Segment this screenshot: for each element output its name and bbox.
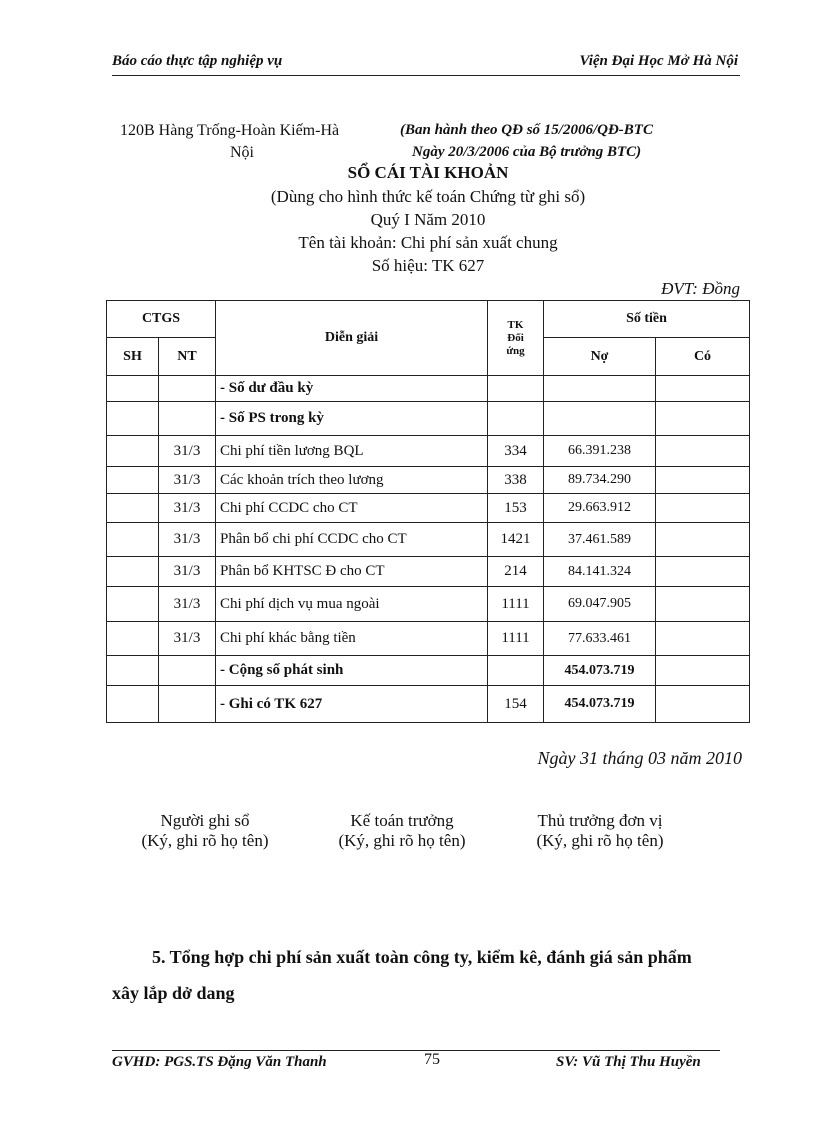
cell-sh [107,686,159,723]
cell-credit [656,402,750,436]
col-header-no: Nợ [544,338,656,376]
cell-debit: 37.461.589 [544,523,656,557]
cell-credit [656,622,750,656]
cell-tk-doi-ung: 334 [488,436,544,467]
cell-sh [107,436,159,467]
cell-description: - Ghi có TK 627 [216,686,488,723]
cell-description: Phân bổ chi phí CCDC cho CT [216,523,488,557]
table-row [107,494,750,523]
cell-credit [656,436,750,467]
cell-sh [107,622,159,656]
cell-debit: 77.633.461 [544,622,656,656]
date-line: Ngày 31 tháng 03 năm 2010 [537,748,742,768]
ledger-period: Quý I Năm 2010 [370,210,486,229]
cell-sh [107,557,159,587]
cell-description: Chi phí CCDC cho CT [216,494,488,523]
decree-line2: Ngày 20/3/2006 của Bộ trưởng BTC) [412,144,642,160]
cell-debit [544,402,656,436]
ledger-table [106,300,750,723]
cell-tk-doi-ung: 214 [488,557,544,587]
cell-sh [107,523,159,557]
cell-credit [656,376,750,402]
ledger-title: SỔ CÁI TÀI KHOẢN [347,163,509,182]
cell-credit [656,494,750,523]
signature-block-chief-accountant [307,811,497,851]
cell-debit: 89.734.290 [544,467,656,494]
cell-debit: 29.663.912 [544,494,656,523]
cell-tk-doi-ung: 153 [488,494,544,523]
cell-nt [159,686,216,723]
cell-tk-doi-ung: 154 [488,686,544,723]
signature-role: Thủ trưởng đơn vị [537,811,663,830]
company-address-line2: Nội [230,144,254,161]
cell-debit [544,376,656,402]
cell-description: Chi phí tiền lương BQL [216,436,488,467]
cell-tk-doi-ung: 338 [488,467,544,494]
col-header-nt: NT [159,338,216,376]
cell-description: Chi phí khác bằng tiền [216,622,488,656]
cell-description: - Số dư đầu kỳ [216,376,488,402]
cell-tk-doi-ung: 1421 [488,523,544,557]
cell-sh [107,494,159,523]
signature-note: (Ký, ghi rõ họ tên) [338,831,466,850]
header-rule [112,75,740,76]
cell-tk-doi-ung: 1111 [488,587,544,622]
cell-description: Các khoản trích theo lương [216,467,488,494]
table-row [107,376,750,402]
cell-description: Phân bổ KHTSC Đ cho CT [216,557,488,587]
cell-sh [107,467,159,494]
cell-debit: 66.391.238 [544,436,656,467]
cell-credit [656,557,750,587]
currency-unit: ĐVT: Đồng [661,279,740,298]
cell-sh [107,402,159,436]
cell-nt: 31/3 [159,494,216,523]
table-row [107,436,750,467]
signature-block-recorder [110,811,300,851]
cell-credit [656,467,750,494]
decree-line1: (Ban hành theo QĐ số 15/2006/QĐ-BTC [400,122,653,138]
col-header-so-tien: Số tiền [544,301,750,338]
cell-nt: 31/3 [159,557,216,587]
company-address-line1: 120B Hàng Trống-Hoàn Kiếm-Hà [120,122,340,139]
signature-block-director [505,811,695,851]
cell-nt: 31/3 [159,467,216,494]
cell-nt: 31/3 [159,622,216,656]
cell-sh [107,656,159,686]
col-header-ctgs: CTGS [107,301,216,338]
col-header-co: Có [656,338,750,376]
table-row [107,622,750,656]
signature-role: Người ghi sổ [160,811,250,830]
table-row [107,686,750,723]
signature-note: (Ký, ghi rõ họ tên) [536,831,664,850]
cell-debit: 454.073.719 [544,656,656,686]
table-row [107,523,750,557]
cell-tk-doi-ung [488,656,544,686]
cell-nt [159,376,216,402]
cell-tk-doi-ung [488,402,544,436]
cell-debit: 84.141.324 [544,557,656,587]
footer-rule [112,1050,720,1051]
cell-nt [159,402,216,436]
page-header-right: Viện Đại Học Mở Hà Nội [579,53,738,69]
tk-header-line2: Đối [507,331,524,344]
cell-nt [159,656,216,686]
cell-credit [656,686,750,723]
signature-note: (Ký, ghi rõ họ tên) [141,831,269,850]
table-row [107,587,750,622]
table-row [107,467,750,494]
cell-credit [656,523,750,557]
table-row [107,557,750,587]
cell-description: - Cộng số phát sinh [216,656,488,686]
cell-credit [656,587,750,622]
cell-tk-doi-ung [488,376,544,402]
ledger-body [107,376,750,723]
cell-nt: 31/3 [159,436,216,467]
cell-tk-doi-ung: 1111 [488,622,544,656]
cell-description: Chi phí dịch vụ mua ngoài [216,587,488,622]
tk-header-line1: TK [507,318,524,331]
account-number: Số hiệu: TK 627 [371,256,485,275]
cell-debit: 69.047.905 [544,587,656,622]
cell-nt: 31/3 [159,587,216,622]
cell-credit [656,656,750,686]
cell-sh [107,376,159,402]
table-row [107,656,750,686]
col-header-tk-doi-ung [488,301,544,376]
page-footer-left: GVHD: PGS.TS Đặng Văn Thanh [112,1054,327,1070]
col-header-sh: SH [107,338,159,376]
page-header-left: Báo cáo thực tập nghiệp vụ [112,53,283,69]
section-heading-line1: 5. Tổng hợp chi phí sản xuất toàn công ty, kiểm kê, đánh giá sản phẩm [152,947,692,967]
section-heading-line2: xây lắp dở dang [112,983,235,1003]
cell-description: - Số PS trong kỳ [216,402,488,436]
cell-debit: 454.073.719 [544,686,656,723]
cell-nt: 31/3 [159,523,216,557]
page-number: 75 [424,1051,440,1068]
col-header-dien-giai: Diễn giải [216,301,488,376]
cell-sh [107,587,159,622]
tk-header-line3: ứng [506,344,525,357]
table-row [107,402,750,436]
ledger-subtitle: (Dùng cho hình thức kế toán Chứng từ ghi sổ) [270,187,586,206]
page-footer-right: SV: Vũ Thị Thu Huyền [556,1054,701,1070]
signature-role: Kế toán trưởng [350,811,454,830]
account-name: Tên tài khoản: Chi phí sản xuất chung [298,233,558,252]
